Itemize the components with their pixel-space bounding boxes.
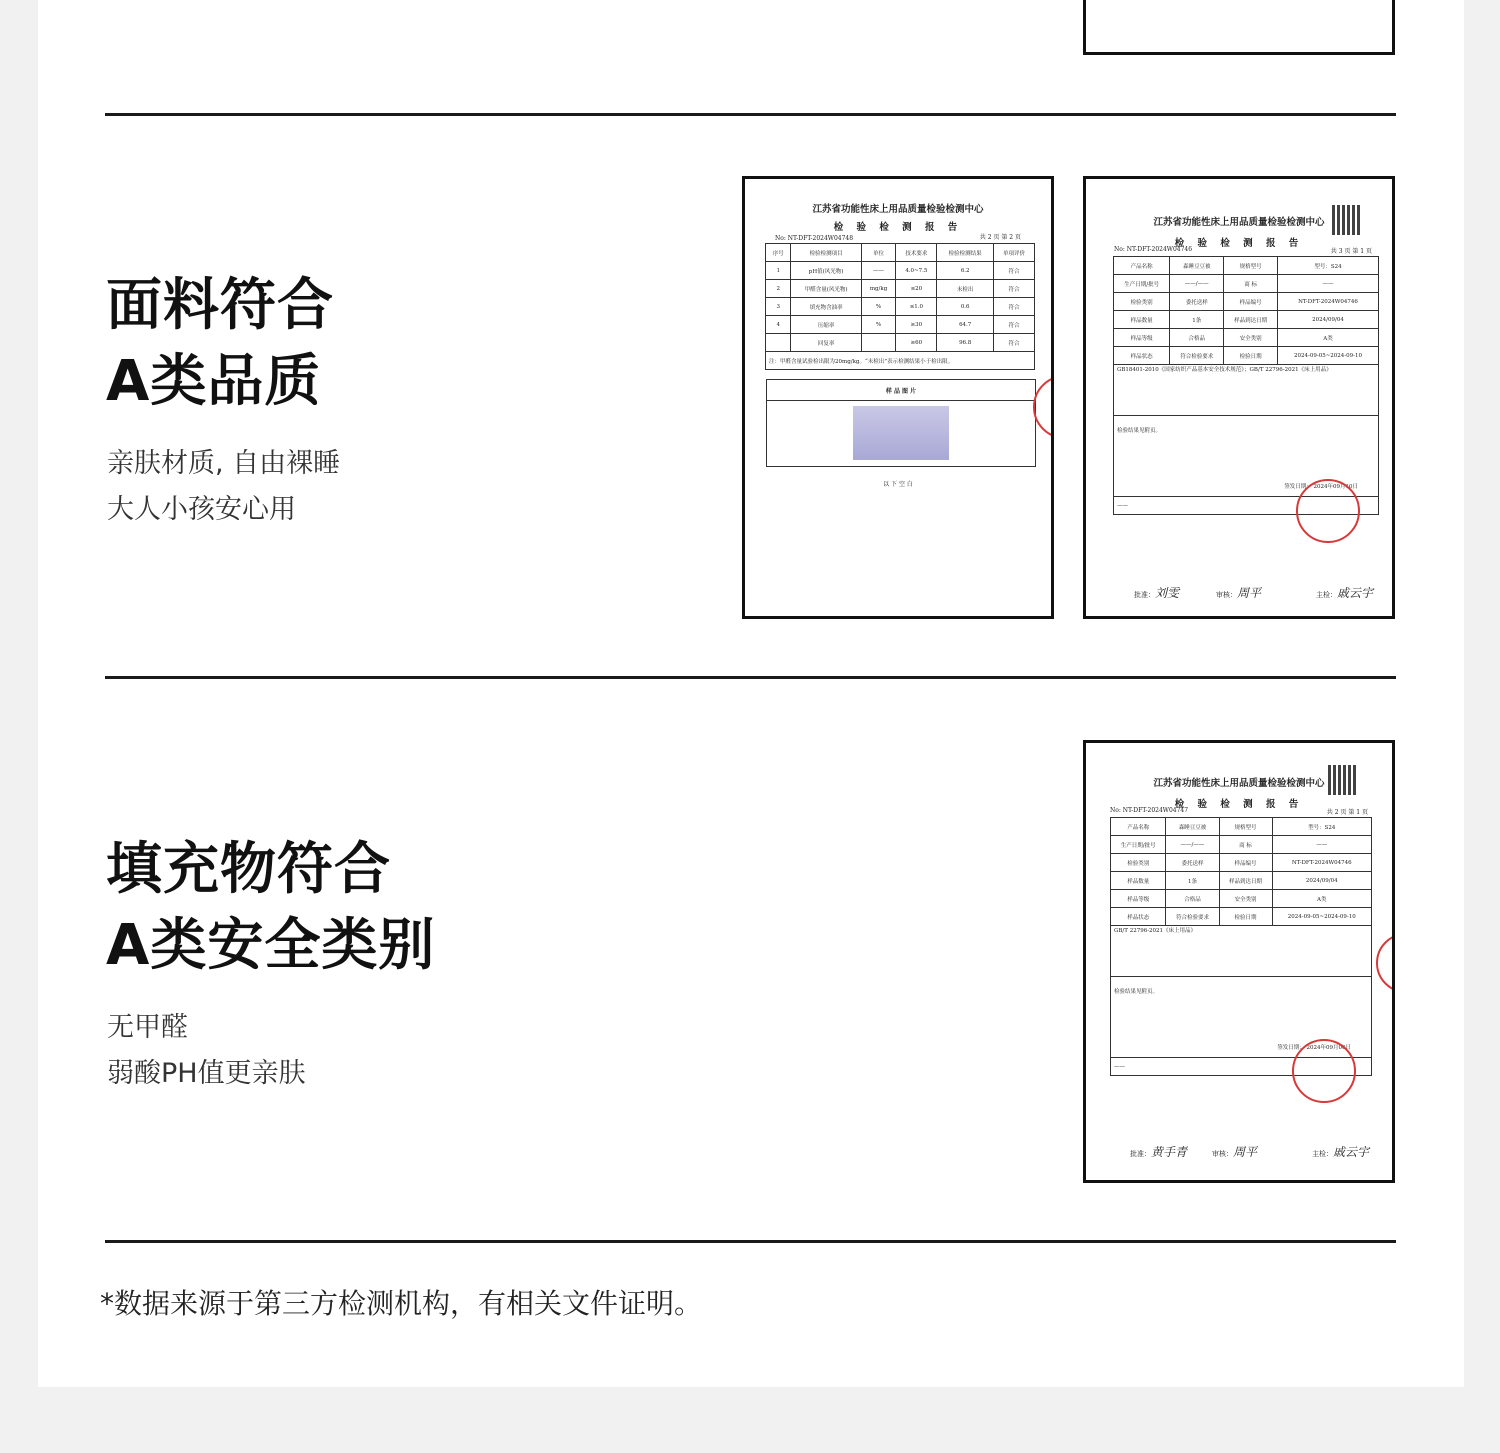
reviewer-label: 审核：周平 (1216, 586, 1262, 600)
divider-1 (105, 113, 1396, 116)
cert-org: 江苏省功能性床上用品质量检验检测中心 (1153, 217, 1325, 228)
table-row: 产品名称 森睡豆豆被 规格型号 型号：S24 (1111, 818, 1372, 836)
summary-table: 产品名称 森睡豆豆被 规格型号 型号：S24 生产日期/批号 ——/—— 商 标 —— 检验类别 委托送样 样品编号 NT-DFT-2024W04746 样品数量 1条 样品到达日期 2024/09/04 样品等级 合格品 安全类别 A类 样品状态 符合检验要求 检验日期 2024-09-05~2024-09-10 GB/T 22796-2021《床上用品》 检验结果见附页。 签发日期： 2024年09月06日 —— (1110, 817, 1372, 1076)
cert-report-no: No: NT-DFT-2024W04746 (1114, 246, 1193, 253)
red-stamp-icon (1033, 375, 1054, 439)
cert-report-title: 检 验 检 测 报 告 (833, 222, 963, 233)
section-1-heading-line-2: A类品质 (106, 349, 322, 414)
table-row: 样品等级 合格品 安全类别 A类 (1114, 329, 1379, 347)
photo-label: 样 品 图 片 (885, 388, 917, 395)
cert-page: 共 2 页 第 2 页 (979, 234, 1021, 241)
approver-label: 批准：黄手青 (1130, 1145, 1188, 1159)
results-table: 序号 检验检测项目 单位 技术要求 检验检测结果 单项评价 1 pH值(风光物) —— 4.0~7.5 6.2 符合 2 甲醛含量(风光物) mg/kg ≤20 未检出 符合 3 填充物含油率 % ≤1.0 0.6 符合 4 压缩率 % ≥30 64.7 符合 回复率 ≥60 96.8 符合 注：甲醛含量试验检出限为20mg/kg。“未检出”表示检测结果小于检出限。 (765, 243, 1035, 370)
table-row: 4 压缩率 % ≥30 64.7 符合 (766, 316, 1035, 334)
table-row: 检验类别 委托送样 样品编号 NT-DFT-2024W04746 (1114, 293, 1379, 311)
table-row: 样品状态 符合检验要求 检验日期 2024-09-05~2024-09-10 (1111, 908, 1372, 926)
table-row: 回复率 ≥60 96.8 符合 (766, 334, 1035, 352)
table-row: 1 pH值(风光物) —— 4.0~7.5 6.2 符合 (766, 262, 1035, 280)
conclusion: 检验结果见附页。 (1114, 989, 1159, 995)
section-2-heading-line-2: A类安全类别 (106, 913, 436, 978)
certificate-fabric-summary (1083, 176, 1395, 619)
basis: GB18401-2010《国家纺织产品基本安全技术规范》；GB/T 22796-2021《床上用品》 (1114, 365, 1379, 416)
basis: GB/T 22796-2021《床上用品》 (1111, 926, 1372, 977)
conclusion: 检验结果见附页。 (1117, 428, 1162, 434)
red-stamp-edge-icon (1376, 933, 1395, 993)
section-2-heading-line-1: 填充物符合 (106, 837, 391, 902)
certificate-top-partial (1083, 0, 1395, 55)
cert-page: 共 3 页 第 1 页 (1330, 248, 1372, 255)
table-row: 样品等级 合格品 安全类别 A类 (1111, 890, 1372, 908)
section-1-heading (106, 268, 334, 420)
divider-2 (105, 676, 1396, 679)
table-row: 检验类别 委托送样 样品编号 NT-DFT-2024W04746 (1111, 854, 1372, 872)
section-1-sub-line-1: 亲肤材质, 自由裸睡 (107, 448, 341, 479)
sample-photo (853, 406, 949, 460)
red-stamp-icon (1292, 1039, 1356, 1103)
section-2-subtext (107, 1005, 306, 1097)
sign-date: 签发日期： 2024年09月10日 (1284, 484, 1358, 490)
reviewer-label: 审核：周平 (1212, 1145, 1258, 1159)
section-1-subtext (107, 441, 340, 533)
table-row: 生产日期/批号 ——/—— 商 标 —— (1114, 275, 1379, 293)
table-row: 样品数量 1条 样品到达日期 2024/09/04 (1111, 872, 1372, 890)
red-stamp-icon (1296, 479, 1360, 543)
photo-box (766, 379, 1036, 467)
table-row: 样品状态 符合检验要求 检验日期 2024-09-05~2024-09-10 (1114, 347, 1379, 365)
qr-code-icon (1328, 765, 1358, 795)
approver-label: 批准：刘雯 (1134, 586, 1180, 600)
table-row: 产品名称 森睡豆豆被 规格型号 型号：S24 (1114, 257, 1379, 275)
inspector-label: 主检：戚云宇 (1316, 586, 1374, 600)
cert-report-no: No: NT-DFT-2024W04748 (775, 235, 854, 242)
section-2-heading (106, 832, 435, 984)
inspector-label: 主检：戚云宇 (1312, 1145, 1370, 1159)
cert-page: 共 2 页 第 1 页 (1326, 809, 1368, 816)
section-2-sub-line-2: 弱酸PH值更亲肤 (107, 1058, 306, 1089)
section-1-sub-line-2: 大人小孩安心用 (107, 494, 296, 525)
cert-org: 江苏省功能性床上用品质量检验检测中心 (812, 204, 984, 215)
summary-table: 产品名称 森睡豆豆被 规格型号 型号：S24 生产日期/批号 ——/—— 商 标 —— 检验类别 委托送样 样品编号 NT-DFT-2024W04746 样品数量 1条 样品到达日期 2024/09/04 样品等级 合格品 安全类别 A类 样品状态 符合检验要求 检验日期 2024-09-05~2024-09-10 GB18401-2010《国家纺织产品基本安全技术规范》；GB/T 22796-2021《床上用品》 检验结果见附页。 签发日期： 2024年09月10日 —— (1113, 256, 1379, 515)
table-row: 3 填充物含油率 % ≤1.0 0.6 符合 (766, 298, 1035, 316)
divider-3 (105, 1240, 1396, 1243)
table-note: 注：甲醛含量试验检出限为20mg/kg。“未检出”表示检测结果小于检出限。 (766, 352, 1035, 370)
section-1-heading-line-1: 面料符合 (106, 273, 334, 338)
blank-below: 以 下 空 白 (883, 481, 913, 488)
sign-date: 签发日期： 2024年09月06日 (1277, 1045, 1351, 1051)
certificate-filling-summary (1083, 740, 1395, 1183)
certificate-fabric-results (742, 176, 1054, 619)
footnote: *数据来源于第三方检测机构，有相关文件证明。 (100, 1287, 703, 1320)
cert-report-no: No: NT-DFT-2024W04747 (1110, 807, 1189, 814)
table-row: 样品数量 1条 样品到达日期 2024/09/04 (1114, 311, 1379, 329)
table-row: 2 甲醛含量(风光物) mg/kg ≤20 未检出 符合 (766, 280, 1035, 298)
table-row: 生产日期/批号 ——/—— 商 标 —— (1111, 836, 1372, 854)
qr-code-icon (1332, 205, 1362, 235)
cert-report-title: 检 验 检 测 报 告 (1174, 238, 1304, 249)
cert-report-title: 检 验 检 测 报 告 (1174, 799, 1304, 810)
section-2-sub-line-1: 无甲醛 (107, 1012, 188, 1043)
cert-org: 江苏省功能性床上用品质量检验检测中心 (1153, 778, 1325, 789)
